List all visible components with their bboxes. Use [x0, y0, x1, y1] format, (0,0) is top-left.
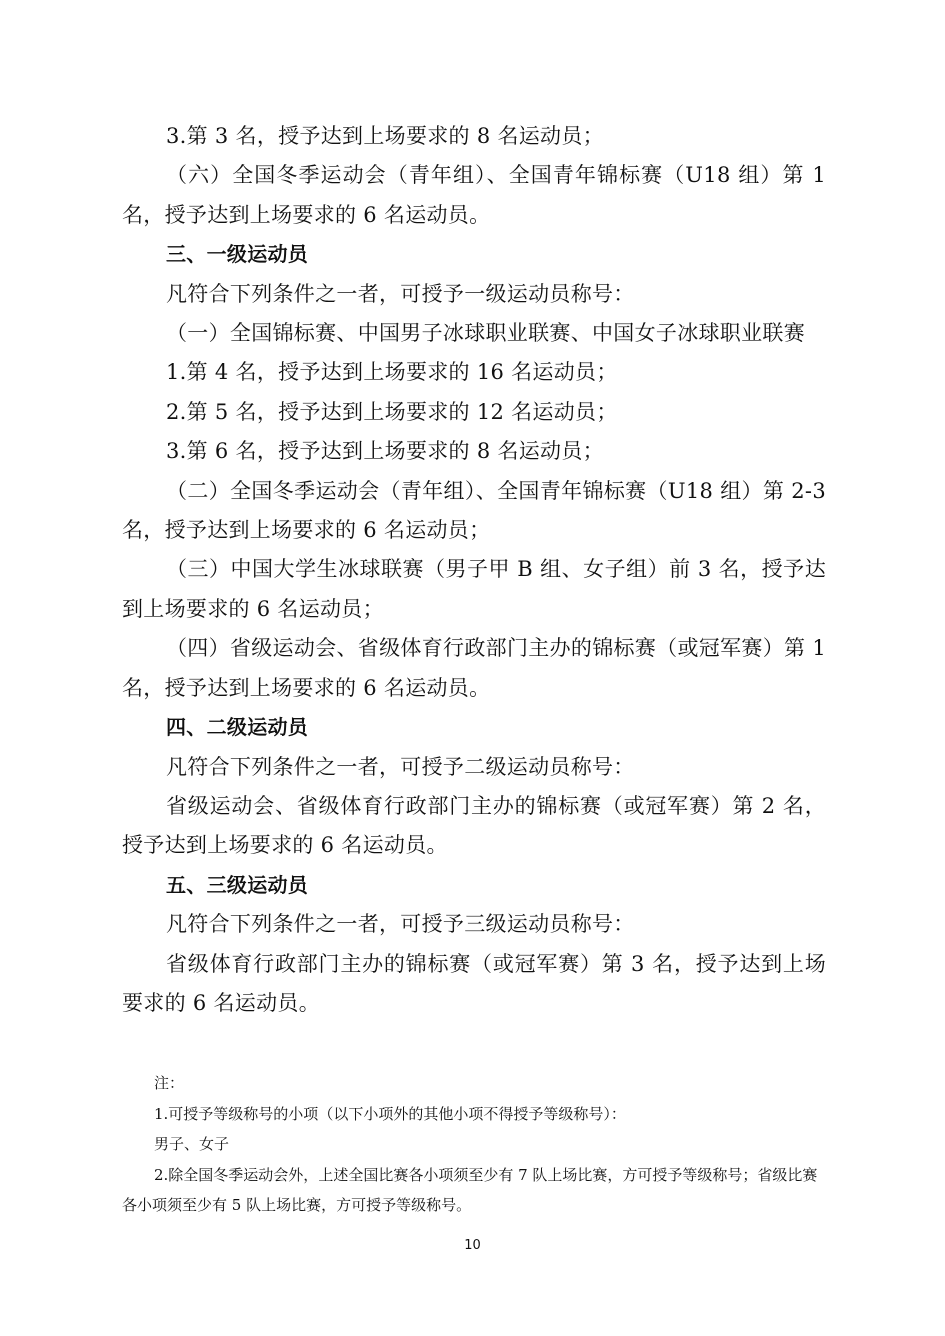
note-1: 1.可授予等级称号的小项（以下小项外的其他小项不得授予等级称号）： [154, 1104, 626, 1123]
page-number: 10 [464, 1238, 481, 1253]
note-2: 2.除全国冬季运动会外，上述全国比赛各小项须至少有 7 队上场比赛，方可授予等级称号；省级比赛各小项须至少有 5 队上场比赛，方可授予等级称号。 [122, 1165, 818, 1214]
paragraph-10: （四）省级运动会、省级体育行政部门主办的锦标赛（或冠军赛）第 1 名，授予达到上场要求的 6 名运动员。 [122, 636, 826, 700]
notes-section [122, 1068, 826, 1221]
body-text [122, 117, 826, 1023]
paragraph-8: （二）全国冬季运动会（青年组）、全国青年锦标赛（U18 组）第 2-3 名，授予达到上场要求的 6 名运动员； [122, 478, 826, 543]
section-heading-third-class: 五、三级运动员 [166, 872, 309, 897]
paragraph-11: 凡符合下列条件之一者，可授予二级运动员称号： [166, 754, 635, 779]
note-1-items: 男子、女子 [154, 1135, 230, 1153]
paragraph-9: （三）中国大学生冰球联赛（男子甲 B 组、女子组）前 3 名，授予达到上场要求的 6 名运动员； [122, 557, 826, 621]
paragraph-7: 3.第 6 名，授予达到上场要求的 8 名运动员； [166, 439, 604, 464]
paragraph-14: 省级体育行政部门主办的锦标赛（或冠军赛）第 3 名，授予达到上场要求的 6 名运动员。 [122, 951, 826, 1015]
paragraph-1: 3.第 3 名，授予达到上场要求的 8 名运动员； [166, 124, 604, 148]
section-heading-second-class: 四、二级运动员 [166, 715, 309, 740]
paragraph-5: 1.第 4 名，授予达到上场要求的 16 名运动员； [166, 360, 618, 385]
notes-title: 注： [154, 1074, 185, 1092]
paragraph-12: 省级运动会、省级体育行政部门主办的锦标赛（或冠军赛）第 2 名，授予达到上场要求的 6 名运动员。 [122, 793, 826, 858]
paragraph-3: 凡符合下列条件之一者，可授予一级运动员称号： [166, 281, 635, 306]
paragraph-13: 凡符合下列条件之一者，可授予三级运动员称号： [166, 912, 635, 937]
paragraph-2: （六）全国冬季运动会（青年组）、全国青年锦标赛（U18 组）第 1 名，授予达到上场要求的 6 名运动员。 [122, 163, 826, 227]
section-heading-first-class: 三、一级运动员 [166, 242, 309, 267]
paragraph-6: 2.第 5 名，授予达到上场要求的 12 名运动员； [166, 399, 618, 424]
paragraph-4: （一）全国锦标赛、中国男子冰球职业联赛、中国女子冰球职业联赛 [166, 321, 805, 346]
